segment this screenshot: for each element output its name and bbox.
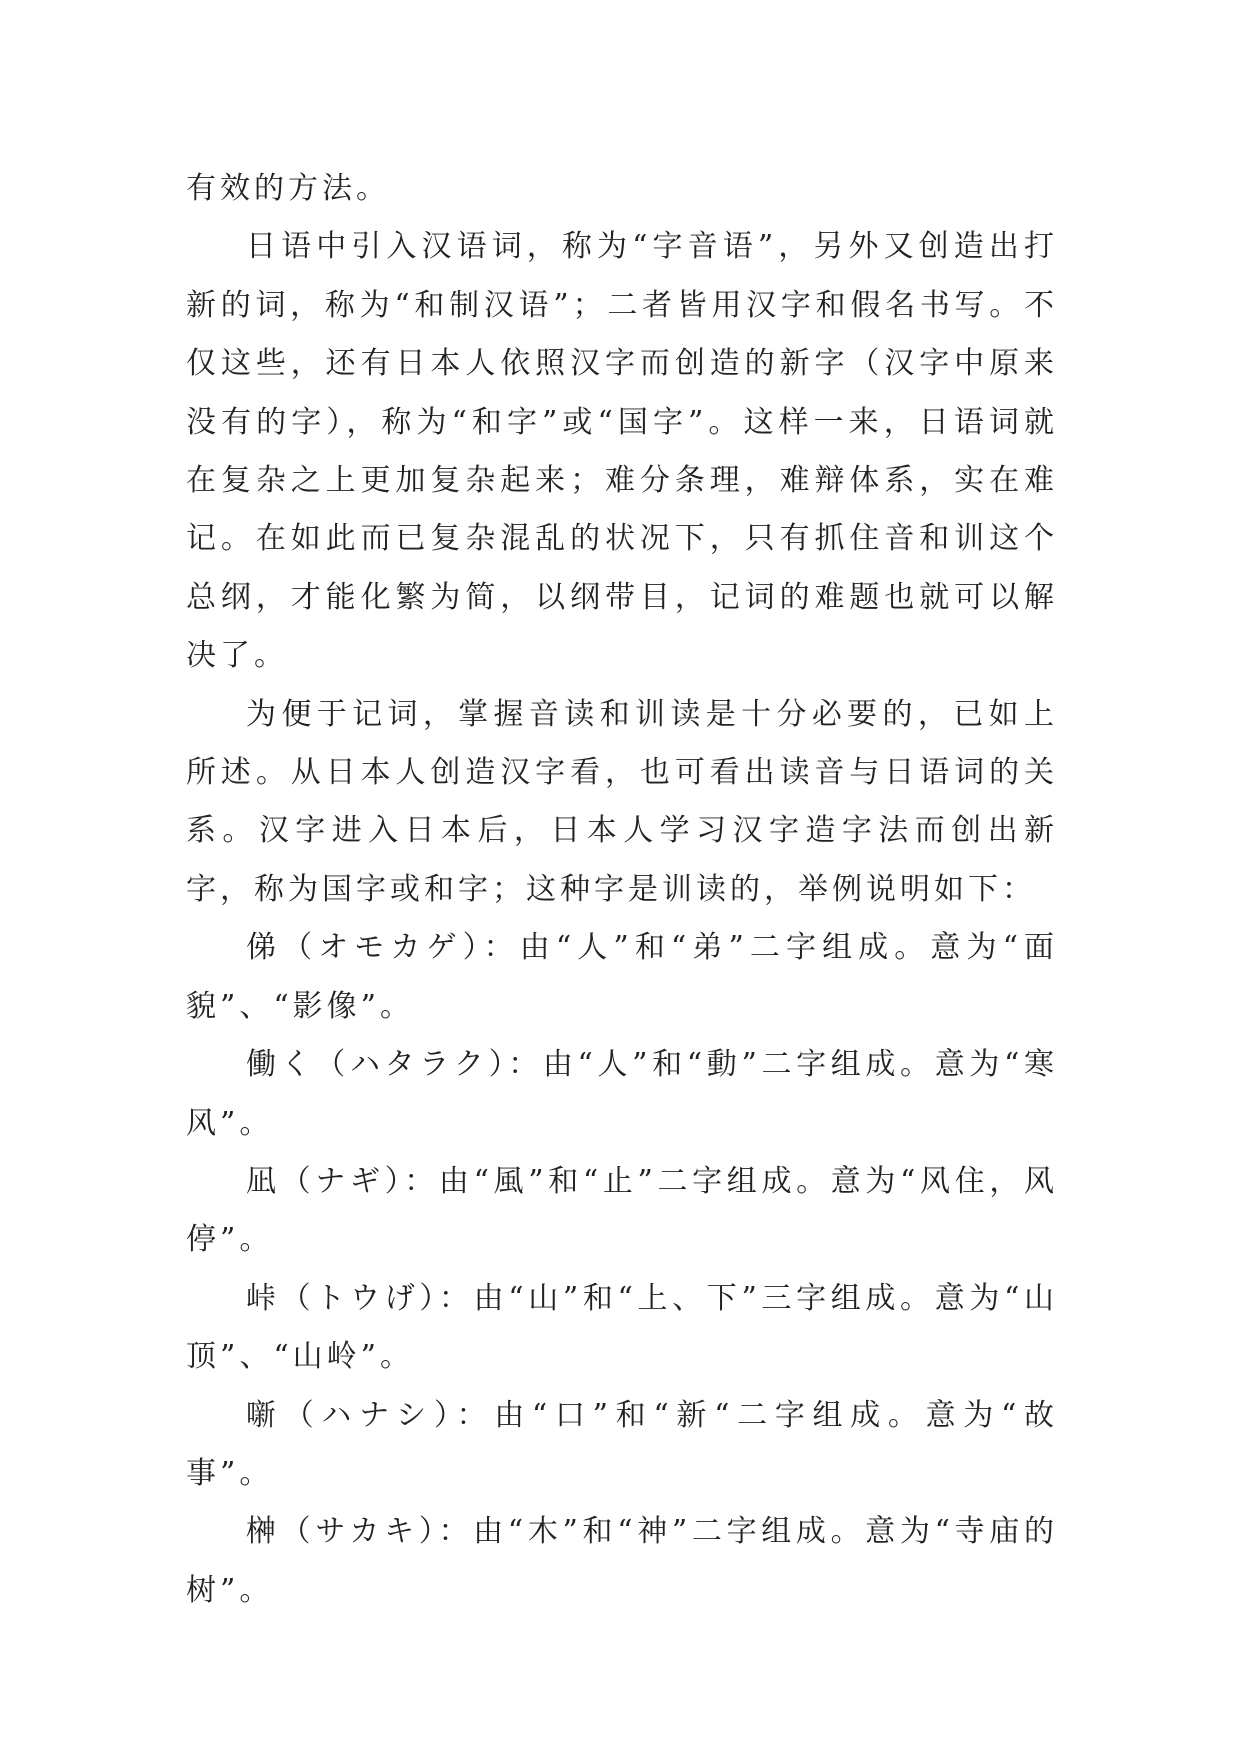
paragraph-3: 为便于记词，掌握音读和训读是十分必要的，已如上所述。从日本人创造汉字看，也可看出读音与日语词的关系。汉字进入日本后，日本人学习汉字造字法而创出新字，称为国字或和字；这种字是训读的，举例说明如下： (186, 696, 1058, 907)
example-sakaki: 榊（サカキ）：由“木”和“神”二字组成。意为“寺庙的树”。 (186, 1514, 1058, 1608)
example-omokage: 俤（オモカゲ）：由“人”和“弟”二字组成。意为“面貌”、“影像”。 (186, 930, 1058, 1024)
example-nagi: 凪（ナギ）：由“風”和“止”二字组成。意为“风住，风停”。 (186, 1163, 1058, 1258)
example-hataraku: 働く（ハタラク）：由“人”和“動”二字组成。意为“寒风”。 (186, 1047, 1058, 1141)
body-text (186, 160, 1058, 1620)
paragraph-2: 日语中引入汉语词，称为“字音语”，另外又创造出打新的词，称为“和制汉语”；二者皆用汉字和假名书写。不仅这些，还有日本人依照汉字而创造的新字（汉字中原来没有的字），称为“和字”或“国字”。这样一来，日语词就在复杂之上更加复杂起来；难分条理，难辩体系，实在难记。在如此而已复杂混乱的状况下，只有抓住音和训这个总纲，才能化繁为简，以纲带目，记词的难题也就可以解决了。 (186, 229, 1058, 674)
paragraph-1: 有效的方法。 (186, 171, 390, 206)
example-hanashi: 噺（ハナシ）：由“口”和“新“二字组成。意为“故事”。 (186, 1397, 1058, 1491)
example-touge: 峠（トウげ）：由“山”和“上、下”三字组成。意为“山顶”、“山岭”。 (186, 1280, 1058, 1375)
